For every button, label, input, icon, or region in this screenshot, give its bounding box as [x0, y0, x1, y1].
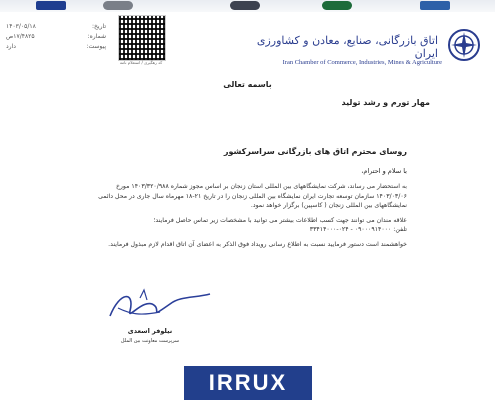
chamber-logo-icon — [447, 28, 481, 62]
meta-attachment-label: پیوست: — [86, 43, 106, 50]
letter-subject: مهار تورم و رشد تولید — [341, 98, 430, 107]
meta-date-row — [6, 22, 106, 32]
contact-phone: تلفن: ۰۹۰۰۰۹۱۴۰۰۰ - ۰۲۴-۳۳۴۱۴۰۰۰ — [309, 226, 407, 234]
organization-name-en: Iran Chamber of Commerce, Industries, Mines & Agriculture — [282, 59, 442, 66]
meta-date-label: تاریخ: — [92, 23, 106, 30]
letter-greeting: با سلام و احترام، — [361, 167, 407, 175]
partner-logo — [230, 1, 260, 10]
letter-recipient: روسای محترم اتاق های بازرگانی سراسرکشور — [223, 147, 407, 156]
meta-date-value: ۱۴۰۳/۰۵/۱۸ — [6, 23, 36, 30]
qr-code[interactable] — [118, 15, 166, 61]
meta-number-row — [6, 32, 106, 42]
body-paragraph: خواهشمند است دستور فرمایید نسبت به اطلاع رسانی رویداد فوق الذکر به اعضای آن اتاق اقدام لازم مبذول فرمایند. — [108, 240, 407, 248]
irrux-brand-banner — [184, 366, 312, 400]
letter-meta — [6, 22, 106, 52]
meta-number-value: ۱۷/۴۸۲۵ص — [6, 33, 35, 40]
signature-icon — [100, 286, 220, 326]
partner-logo — [103, 1, 133, 10]
signatory-title: سرپرست معاونت بین الملل — [120, 338, 180, 344]
letter-body — [89, 182, 407, 250]
bismillah: باسمه تعالی — [223, 80, 272, 89]
body-paragraph: به استحضار می رساند، شرکت نمایشگاههای بین المللی استان زنجان بر اساس مجوز شماره ۱۴۰۳/۳۲۰/۹۸۸ مورخ ۱۴۰۳/۰۳/۰۶ سازمان توسعه تجارت ایران نمایشگاه بین المللی زنجان را در تاریخ ۲۱-۱۸ مهرماه سال جاری در محل دائمی نمایشگاههای بین المللی زنجان ( کاسپین) برگزار خواهد نمود. — [98, 183, 407, 210]
meta-attachment-value: دارد — [6, 43, 16, 50]
qr-caption: کد رهگیری / استعلام نامه — [119, 60, 163, 65]
partner-logo — [420, 1, 450, 10]
header-logo-strip — [0, 0, 495, 12]
meta-attachment-row — [6, 42, 106, 52]
brand-text: IRRUX — [208, 370, 288, 395]
meta-number-label: شماره: — [87, 33, 106, 40]
partner-logo — [36, 1, 66, 10]
body-paragraph: علاقه مندان می توانند جهت کسب اطلاعات بیشتر می توانید با مشخصات زیر تماس حاصل فرمایند؛ — [153, 216, 407, 224]
signatory-name: نیلوفر اسعدی — [127, 327, 173, 335]
organization-name-fa: اتاق بازرگانی، صنایع، معادن و کشاورزی ایران — [256, 34, 438, 60]
partner-logo — [322, 1, 352, 10]
